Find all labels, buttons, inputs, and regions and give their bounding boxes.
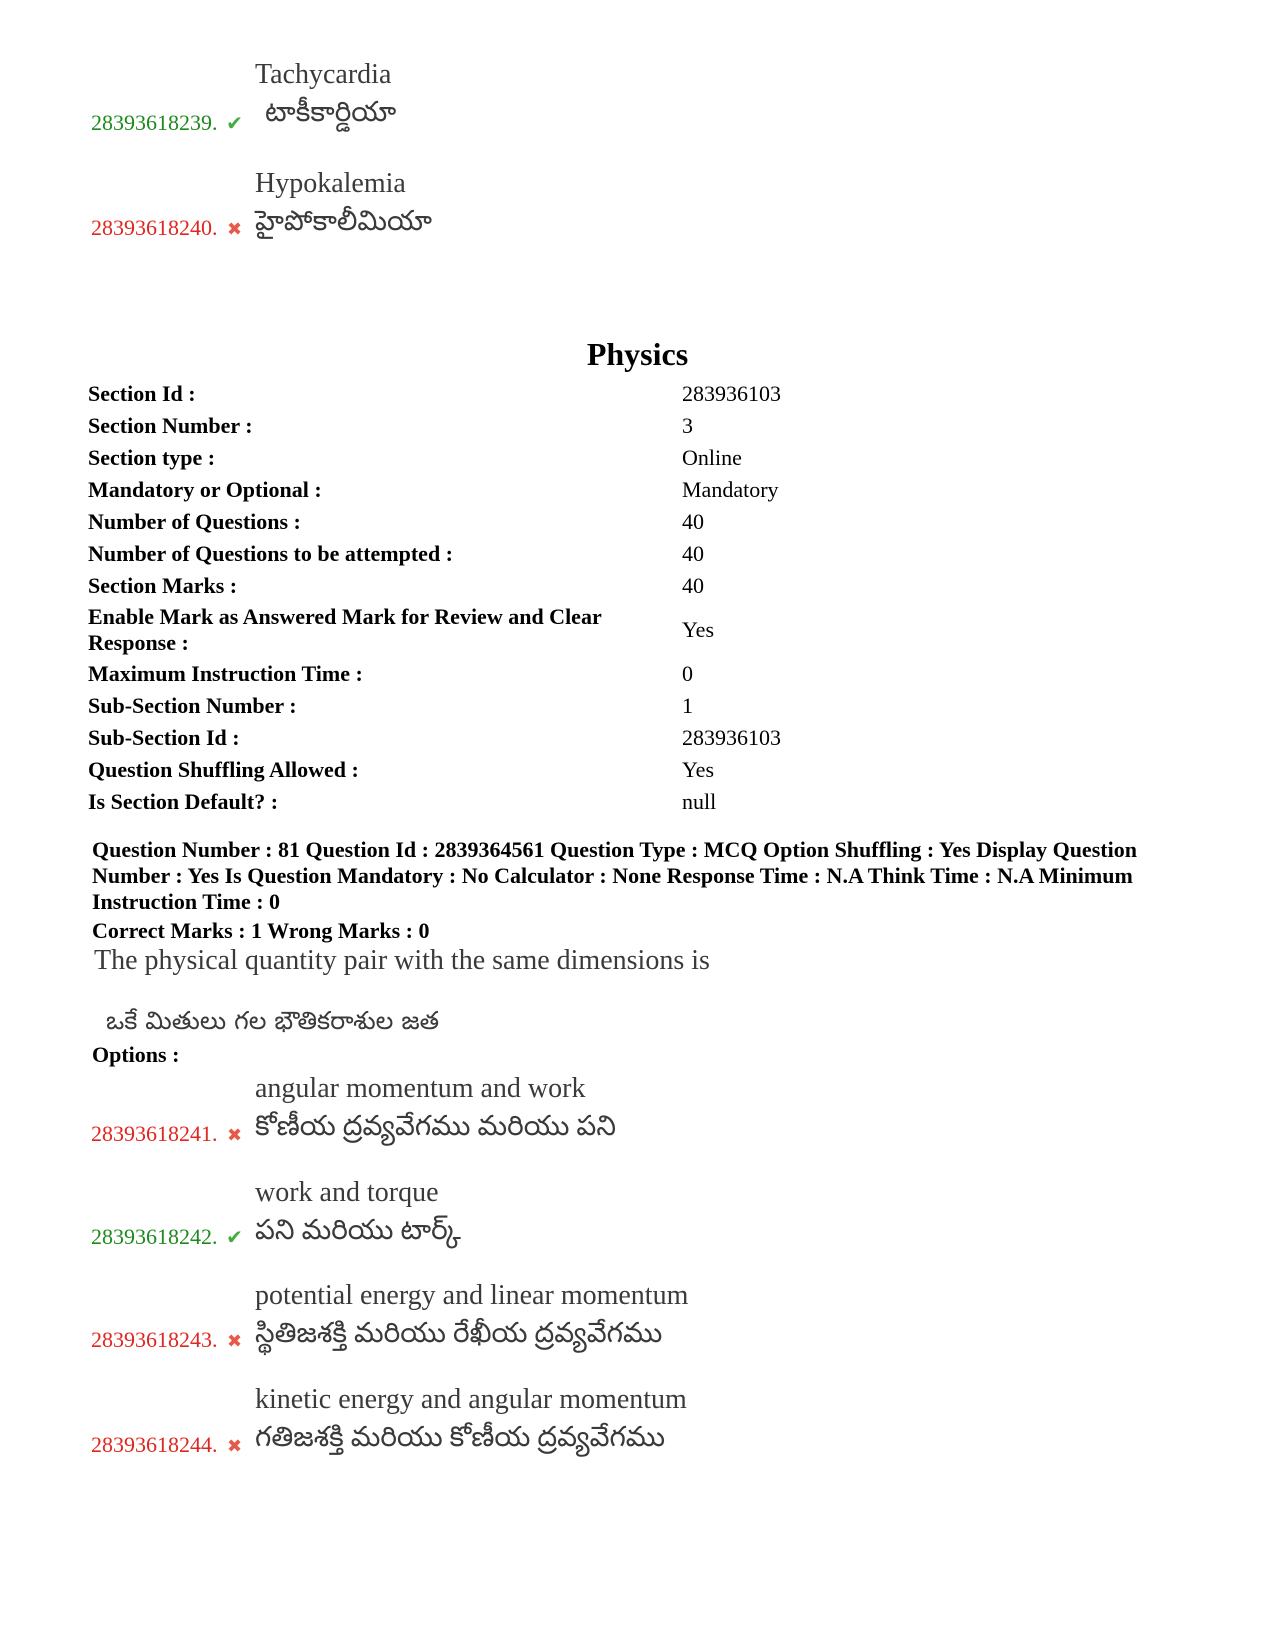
info-row: Is Section Default? : null — [88, 789, 717, 814]
check-icon: ✔ — [226, 113, 243, 135]
cross-icon: ✖ — [226, 219, 243, 239]
info-row: Number of Questions to be attempted : 40 — [88, 541, 704, 566]
option-id: 28393618240. — [91, 215, 218, 240]
option-id: 28393618242. — [91, 1224, 218, 1249]
question-text-en: The physical quantity pair with the same dimensions is — [94, 945, 710, 976]
option-1-text: angular momentum and work కోణీయ ద్రవ్యవేగము మరియు పని — [255, 1073, 616, 1142]
check-icon: ✔ — [226, 1227, 243, 1249]
section-title: Physics — [586, 336, 689, 372]
option-id: 28393618243. — [91, 1327, 218, 1352]
option-id: 28393618241. — [91, 1121, 218, 1146]
info-row: Enable Mark as Answered Mark for Review and Clear Response : Yes — [88, 604, 715, 655]
option-3-text: potential energy and linear momentum స్థితిజశక్తి మరియు రేఖీయ ద్రవ్యవేగము — [255, 1280, 689, 1349]
info-row: Sub-Section Number : 1 — [88, 693, 693, 718]
info-row: Section type : Online — [88, 445, 742, 470]
question-marks: Correct Marks : 1 Wrong Marks : 0 — [92, 918, 430, 943]
option-id: 28393618239. — [91, 110, 218, 135]
option-2 — [91, 1224, 246, 1250]
question-meta: Question Number : 81 Question Id : 2839364561 Question Type : MCQ Option Shuffling : Yes Display Question Number : Yes Is Question Mandatory : No Calculator : None Response Time : N.A Think Time : N.A Minimum Instruction Time : 0 — [92, 837, 1137, 914]
info-row: Mandatory or Optional : Mandatory — [88, 477, 779, 502]
option-1 — [91, 1121, 246, 1147]
option-4 — [91, 1432, 246, 1458]
option-4-text: kinetic energy and angular momentum గతిజశక్తి మరియు కోణీయ ద్రవ్యవేగము — [255, 1384, 687, 1453]
option-3 — [91, 1327, 246, 1353]
info-row: Section Number : 3 — [88, 413, 693, 438]
question-text-te: ఒకే మితులు గల భౌతికరాశుల జత — [106, 1006, 440, 1035]
info-row: Question Shuffling Allowed : Yes — [88, 757, 715, 782]
option-2-text: work and torque పని మరియు టార్క్ — [255, 1177, 461, 1246]
info-row: Section Marks : 40 — [88, 573, 704, 598]
cross-icon: ✖ — [226, 1436, 243, 1456]
cross-icon: ✖ — [226, 1125, 243, 1145]
prev-option-2 — [91, 215, 246, 241]
prev-option-1 — [91, 110, 246, 136]
info-row: Sub-Section Id : 283936103 — [88, 725, 781, 750]
info-row: Maximum Instruction Time : 0 — [88, 661, 693, 686]
prev-option-1-text: Tachycardia టాకీకార్డియా — [255, 59, 397, 128]
info-row: Section Id : 283936103 — [88, 381, 781, 406]
options-label: Options : — [92, 1042, 180, 1067]
option-id: 28393618244. — [91, 1432, 218, 1457]
info-row: Number of Questions : 40 — [88, 509, 704, 534]
section-info-table — [88, 378, 781, 818]
cross-icon: ✖ — [226, 1331, 243, 1351]
prev-option-2-text: Hypokalemia హైపోకాలీమియా — [255, 168, 433, 237]
